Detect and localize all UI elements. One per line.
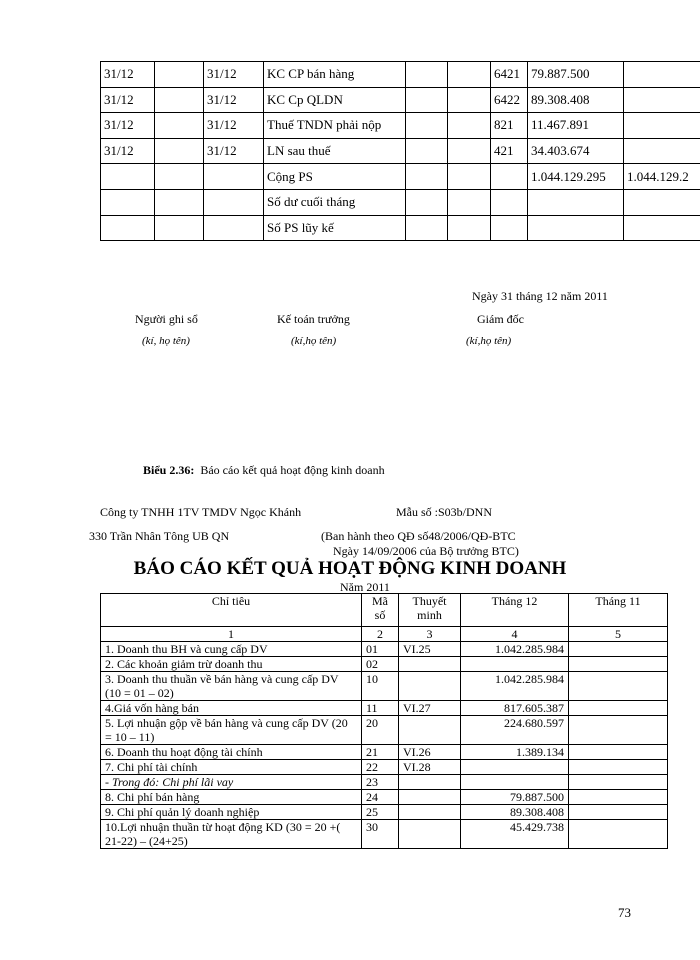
report-cell-code: 21 <box>362 745 399 760</box>
header-item: Chỉ tiêu <box>101 594 362 627</box>
report-row <box>101 657 668 672</box>
report-cell-note <box>399 790 461 805</box>
ledger-row <box>101 164 700 190</box>
report-cell-note <box>399 672 461 701</box>
issued-by: (Ban hành theo QĐ số48/2006/QĐ-BTC <box>321 529 516 543</box>
ledger-cell-d1: 31/12 <box>101 138 155 164</box>
ledger-cell-d1: 31/12 <box>101 113 155 139</box>
page-number: 73 <box>618 905 631 920</box>
ledger-cell-credit: 1.044.129.2 <box>624 164 700 190</box>
caption-label: Biểu 2.36: <box>143 463 195 477</box>
ledger-cell-c5 <box>406 189 448 215</box>
ledger-cell-d2 <box>155 138 204 164</box>
caption-text: Báo cáo kết quả hoạt động kinh doanh <box>200 463 385 477</box>
ledger-row <box>101 87 700 113</box>
report-cell-dec: 1.042.285.984 <box>461 642 569 657</box>
report-cell-item: 6. Doanh thu hoạt động tài chính <box>101 745 362 760</box>
header-november: Tháng 11 <box>569 594 668 627</box>
ledger-cell-debit: 1.044.129.295 <box>528 164 624 190</box>
report-row <box>101 642 668 657</box>
report-cell-dec: 1.042.285.984 <box>461 672 569 701</box>
report-cell-note <box>399 775 461 790</box>
ledger-cell-desc: Số PS lũy kế <box>264 215 406 241</box>
ledger-cell-credit <box>624 138 700 164</box>
director-note: (kí,họ tên) <box>466 335 512 347</box>
report-cell-item: 9. Chi phí quản lý doanh nghiệp <box>101 805 362 820</box>
report-row <box>101 790 668 805</box>
column-number: 1 <box>101 627 362 642</box>
report-cell-nov <box>569 760 668 775</box>
column-number: 2 <box>362 627 399 642</box>
ledger-cell-d3 <box>204 164 264 190</box>
ledger-cell-c5 <box>406 215 448 241</box>
report-cell-nov <box>569 820 668 849</box>
ledger-cell-desc: Số dư cuối tháng <box>264 189 406 215</box>
report-table <box>100 593 668 849</box>
report-title: BÁO CÁO KẾT QUẢ HOẠT ĐỘNG KINH DOANH <box>133 558 567 579</box>
report-cell-note <box>399 820 461 849</box>
ledger-cell-credit <box>624 62 700 88</box>
signature-date: Ngày 31 tháng 12 năm 2011 <box>472 289 608 303</box>
report-cell-code: 02 <box>362 657 399 672</box>
report-cell-nov <box>569 745 668 760</box>
ledger-cell-d2 <box>155 189 204 215</box>
ledger-cell-d2 <box>155 62 204 88</box>
report-cell-dec: 89.308.408 <box>461 805 569 820</box>
ledger-cell-d1 <box>101 189 155 215</box>
header-note: Thuyết minh <box>399 594 461 627</box>
report-cell-note <box>399 716 461 745</box>
form-number: Mẫu số :S03b/DNN <box>396 505 493 519</box>
ledger-cell-desc: KC Cp QLDN <box>264 87 406 113</box>
ledger-row <box>101 62 700 88</box>
report-cell-note <box>399 657 461 672</box>
chief-accountant-note: (kí,họ tên) <box>291 335 337 347</box>
ledger-cell-d1: 31/12 <box>101 62 155 88</box>
report-cell-item: 3. Doanh thu thuần về bán hàng và cung cấp DV (10 = 01 – 02) <box>101 672 362 701</box>
report-row <box>101 820 668 849</box>
report-cell-nov <box>569 775 668 790</box>
director-label: Giám đốc <box>477 312 524 326</box>
report-cell-nov <box>569 790 668 805</box>
report-cell-dec: 79.887.500 <box>461 790 569 805</box>
ledger-cell-debit <box>528 189 624 215</box>
ledger-cell-d1 <box>101 164 155 190</box>
report-cell-dec <box>461 657 569 672</box>
ledger-cell-acct: 6422 <box>491 87 528 113</box>
ledger-cell-c6 <box>448 215 491 241</box>
chief-accountant-label: Kế toán trưởng <box>277 312 350 326</box>
ledger-cell-c6 <box>448 113 491 139</box>
ledger-cell-d2 <box>155 164 204 190</box>
ledger-cell-acct <box>491 215 528 241</box>
report-cell-note: VI.25 <box>399 642 461 657</box>
report-row <box>101 716 668 745</box>
report-cell-code: 01 <box>362 642 399 657</box>
report-cell-item: 8. Chi phí bán hàng <box>101 790 362 805</box>
recorder-label: Người ghi sổ <box>135 312 198 326</box>
ledger-row <box>101 189 700 215</box>
report-cell-nov <box>569 642 668 657</box>
report-header-row <box>101 594 668 627</box>
company-address: 330 Trần Nhân Tông UB QN <box>89 529 230 543</box>
report-cell-item: 4.Giá vốn hàng bán <box>101 701 362 716</box>
ledger-cell-acct <box>491 164 528 190</box>
ledger-cell-c6 <box>448 189 491 215</box>
ledger-cell-credit <box>624 113 700 139</box>
ledger-cell-d3 <box>204 189 264 215</box>
report-cell-dec <box>461 760 569 775</box>
ledger-cell-acct: 6421 <box>491 62 528 88</box>
report-cell-code: 23 <box>362 775 399 790</box>
ledger-cell-credit <box>624 189 700 215</box>
ledger-cell-acct: 821 <box>491 113 528 139</box>
report-row <box>101 775 668 790</box>
ledger-table <box>100 61 700 241</box>
ledger-cell-c5 <box>406 113 448 139</box>
ledger-cell-acct: 421 <box>491 138 528 164</box>
report-cell-dec: 45.429.738 <box>461 820 569 849</box>
ledger-row <box>101 138 700 164</box>
ledger-cell-desc: Thuế TNDN phải nộp <box>264 113 406 139</box>
ledger-cell-debit <box>528 215 624 241</box>
report-cell-nov <box>569 805 668 820</box>
ledger-cell-desc: Cộng PS <box>264 164 406 190</box>
column-number: 3 <box>399 627 461 642</box>
ledger-cell-d1 <box>101 215 155 241</box>
report-cell-note <box>399 805 461 820</box>
report-cell-item: 1. Doanh thu BH và cung cấp DV <box>101 642 362 657</box>
column-number: 5 <box>569 627 668 642</box>
report-row <box>101 672 668 701</box>
ledger-row <box>101 215 700 241</box>
report-row <box>101 760 668 775</box>
report-cell-item: - Trong đó: Chi phí lãi vay <box>101 775 362 790</box>
ledger-cell-credit <box>624 87 700 113</box>
ledger-cell-c6 <box>448 62 491 88</box>
header-code: Mã số <box>362 594 399 627</box>
ledger-cell-d2 <box>155 113 204 139</box>
ledger-cell-d3 <box>204 215 264 241</box>
figure-caption <box>143 463 385 478</box>
ledger-cell-credit <box>624 215 700 241</box>
report-cell-item: 5. Lợi nhuận gộp về bán hàng và cung cấp DV (20 = 10 – 11) <box>101 716 362 745</box>
ledger-cell-d3: 31/12 <box>204 62 264 88</box>
report-cell-nov <box>569 672 668 701</box>
ledger-cell-c5 <box>406 62 448 88</box>
report-cell-item: 10.Lợi nhuận thuần từ hoạt động KD (30 = 20 +( 21-22) – (24+25) <box>101 820 362 849</box>
ledger-cell-d3: 31/12 <box>204 113 264 139</box>
ledger-cell-debit: 34.403.674 <box>528 138 624 164</box>
header-december: Tháng 12 <box>461 594 569 627</box>
report-cell-code: 25 <box>362 805 399 820</box>
ledger-cell-c5 <box>406 87 448 113</box>
ledger-cell-desc: LN sau thuế <box>264 138 406 164</box>
ledger-cell-c5 <box>406 138 448 164</box>
ledger-cell-debit: 79.887.500 <box>528 62 624 88</box>
report-column-number-row <box>101 627 668 642</box>
ledger-cell-desc: KC CP bán hàng <box>264 62 406 88</box>
report-cell-nov <box>569 716 668 745</box>
report-cell-code: 24 <box>362 790 399 805</box>
report-cell-dec: 224.680.597 <box>461 716 569 745</box>
report-cell-code: 30 <box>362 820 399 849</box>
ledger-cell-d1: 31/12 <box>101 87 155 113</box>
report-cell-note: VI.27 <box>399 701 461 716</box>
issued-date: Ngày 14/09/2006 của Bộ trưởng BTC) <box>333 544 519 558</box>
report-row <box>101 805 668 820</box>
report-cell-dec: 1.389.134 <box>461 745 569 760</box>
report-cell-item: 2. Các khoản giảm trừ doanh thu <box>101 657 362 672</box>
ledger-cell-debit: 11.467.891 <box>528 113 624 139</box>
report-cell-code: 20 <box>362 716 399 745</box>
report-cell-code: 10 <box>362 672 399 701</box>
company-name: Công ty TNHH 1TV TMDV Ngọc Khánh <box>100 505 302 519</box>
report-cell-note: VI.26 <box>399 745 461 760</box>
report-cell-item: 7. Chi phí tài chính <box>101 760 362 775</box>
report-cell-dec <box>461 775 569 790</box>
report-cell-code: 22 <box>362 760 399 775</box>
recorder-note: (kí, họ tên) <box>142 335 190 347</box>
report-cell-nov <box>569 657 668 672</box>
report-cell-dec: 817.605.387 <box>461 701 569 716</box>
ledger-cell-d3: 31/12 <box>204 138 264 164</box>
report-row <box>101 745 668 760</box>
column-number: 4 <box>461 627 569 642</box>
ledger-cell-d2 <box>155 215 204 241</box>
report-cell-code: 11 <box>362 701 399 716</box>
ledger-cell-c5 <box>406 164 448 190</box>
ledger-cell-debit: 89.308.408 <box>528 87 624 113</box>
ledger-cell-d2 <box>155 87 204 113</box>
report-row <box>101 701 668 716</box>
ledger-cell-c6 <box>448 164 491 190</box>
report-year: Năm 2011 <box>340 580 390 594</box>
report-cell-note: VI.28 <box>399 760 461 775</box>
ledger-cell-acct <box>491 189 528 215</box>
ledger-cell-c6 <box>448 138 491 164</box>
report-cell-nov <box>569 701 668 716</box>
ledger-row <box>101 113 700 139</box>
ledger-cell-d3: 31/12 <box>204 87 264 113</box>
ledger-cell-c6 <box>448 87 491 113</box>
